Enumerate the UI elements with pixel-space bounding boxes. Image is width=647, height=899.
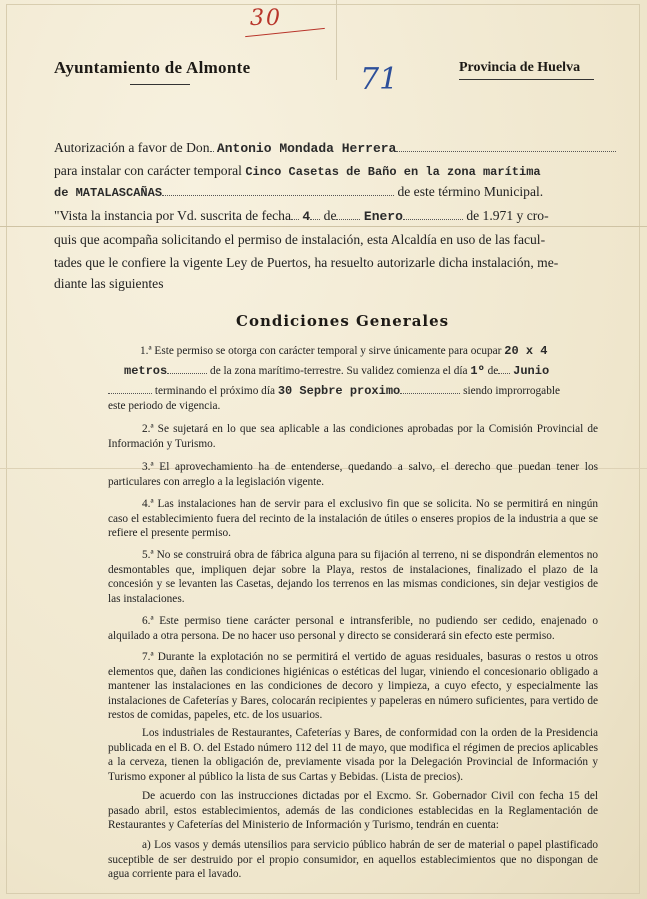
- condition-1-text-d: siendo improrrogable: [463, 385, 561, 397]
- municipality-title: Ayuntamiento de Almonte: [54, 58, 251, 77]
- location-value: de MATALASCAÑAS: [54, 186, 163, 200]
- condition-7: 7.ª Durante la explotación no se permitirá el vertido de aguas residuales, basuras o restos u otros elementos que, dañen las condiciones higiénicas o estéticas del lugar, viniendo el concesionario obligado a mantener las instalaciones en las condiciones de decoro y limpieza, a cuyo efecto, y especialmente las instalaciones de Cafeterías y Bares, colocarán recipientes y papeleras en número suficientes, para vertido de restos de comidas, papeles, etc. de los usuarios.: [108, 651, 598, 721]
- condition-1-line-1: [140, 344, 547, 358]
- paragraph-restaurants: Los industriales de Restaurantes, Cafeterías y Bares, de conformidad con la orden de la Presidencia publicada en el B. O. del Estado número 112 del 11 de mayo, que modifica el régimen de precios aplicables a la cerveza, tienen la obligación de, previamente visada por la Delegación Provincial de Información y Turismo exponer al público la lista de sus Cartas y Bebidas. (Lista de precios).: [108, 727, 598, 783]
- handwritten-number-red: 30: [250, 6, 282, 31]
- condition-5: 5.ª No se construirá obra de fábrica alguna para su fijación al terreno, ni se dispondrán elementos no desmontables que, impliquen dejar sobre la Playa, restos de instalaciones, finalizado el plazo de la concesión y se levanten las Casetas, dejando los terrenos en las mismas condiciones, sin dejar vestigios de las instalaciones.: [108, 549, 598, 605]
- condition-1-text-b: de la zona marítimo-terrestre. Su validez comienza el día: [210, 365, 468, 377]
- request-year: de 1.971 y cro-: [466, 208, 549, 223]
- purpose-value: Cinco Casetas de Baño en la zona marítima: [245, 165, 541, 179]
- request-de: de: [323, 208, 337, 223]
- body-line-2: quis que acompaña solicitando el permiso de instalación, esta Alcaldía en uso de las facul-: [54, 232, 546, 247]
- conditions-heading: Condiciones Generales: [236, 312, 450, 330]
- request-line: [54, 208, 599, 224]
- fold-line: [0, 226, 647, 227]
- condition-6: 6.ª Este permiso tiene carácter personal e intransferible, no pudiendo ser cedido, enajenado o alquilado a otra persona. De no hacer uso personal y directo se considerará sin efecto este permiso.: [108, 615, 598, 642]
- condition-1-line-2: [124, 362, 549, 378]
- condition-1-de: de: [487, 365, 499, 377]
- condition-1-line-3: [108, 382, 560, 398]
- authorization-line: [54, 140, 599, 156]
- location-line: [54, 184, 599, 200]
- start-day: 1º: [470, 364, 485, 378]
- occupied-unit: metros: [124, 364, 168, 378]
- handwritten-number-blue: 71: [360, 62, 399, 97]
- condition-1-line-4: este periodo de vigencia.: [108, 400, 221, 412]
- condition-3: 3.ª El aprovechamiento ha de entenderse, quedando a salvo, el derecho que puedan tener los particulares con arreglo a la legislación vigente.: [108, 461, 598, 488]
- body-line-3: tades que le confiere la vigente Ley de Puertos, ha resuelto autorizarle dicha instalación, me-: [54, 255, 559, 270]
- condition-1-text-c: terminando el próximo día: [154, 385, 275, 397]
- intro-prefix: Autorización a favor de Don: [54, 140, 210, 155]
- condition-2: 2.ª Se sujetará en lo que sea aplicable a las condiciones aprobadas por la Comisión Provincial de Información y Turismo.: [108, 423, 598, 450]
- end-date: 30 Sepbre proximo: [277, 384, 401, 398]
- municipal-term: de este término Municipal.: [397, 184, 544, 199]
- start-month: Junio: [513, 364, 550, 378]
- condition-4: 4.ª Las instalaciones han de servir para el exclusivo fin que se solicita. No se permitirá en ningún caso el establecimiento fuera del recinto de la instalación de útiles o enseres propios de la industria a que se refiere el presente permiso.: [108, 498, 598, 539]
- purpose-prefix: para instalar con carácter temporal: [54, 163, 242, 178]
- province-title: Provincia de Huelva: [459, 60, 581, 75]
- request-month: Enero: [363, 209, 403, 224]
- request-day: 4: [302, 209, 311, 224]
- holder-name: Antonio Mondada Herrera: [216, 141, 397, 156]
- request-prefix: "Vista la instancia por Vd. suscrita de fecha: [54, 208, 292, 223]
- body-line-4: diante las siguientes: [54, 276, 164, 291]
- paragraph-instructions: De acuerdo con las instrucciones dictadas por el Excmo. Sr. Gobernador Civil con fecha 15 del pasado abril, estos establecimientos, además de las condiciones establecidas en la Reglamentación de Restaurantes y Cafeterías del Ministerio de Información y Turismo, tendrán en cuenta:: [108, 790, 598, 831]
- title-rule: [130, 84, 190, 85]
- paragraph-a: a) Los vasos y demás utensilios para servicio público habrán de ser de material o papel plastificado suceptible de ser destruido por el propio consumidor, en aquellos establecimientos que no dispongan de agua corriente para el lavado.: [108, 839, 598, 880]
- fold-line: [336, 0, 337, 80]
- province-rule: [459, 79, 594, 80]
- condition-1-text-a: 1.ª Este permiso se otorga con carácter temporal y sirve únicamente para ocupar: [140, 345, 502, 357]
- purpose-line: [54, 163, 599, 179]
- occupied-size: 20 x 4: [504, 344, 548, 358]
